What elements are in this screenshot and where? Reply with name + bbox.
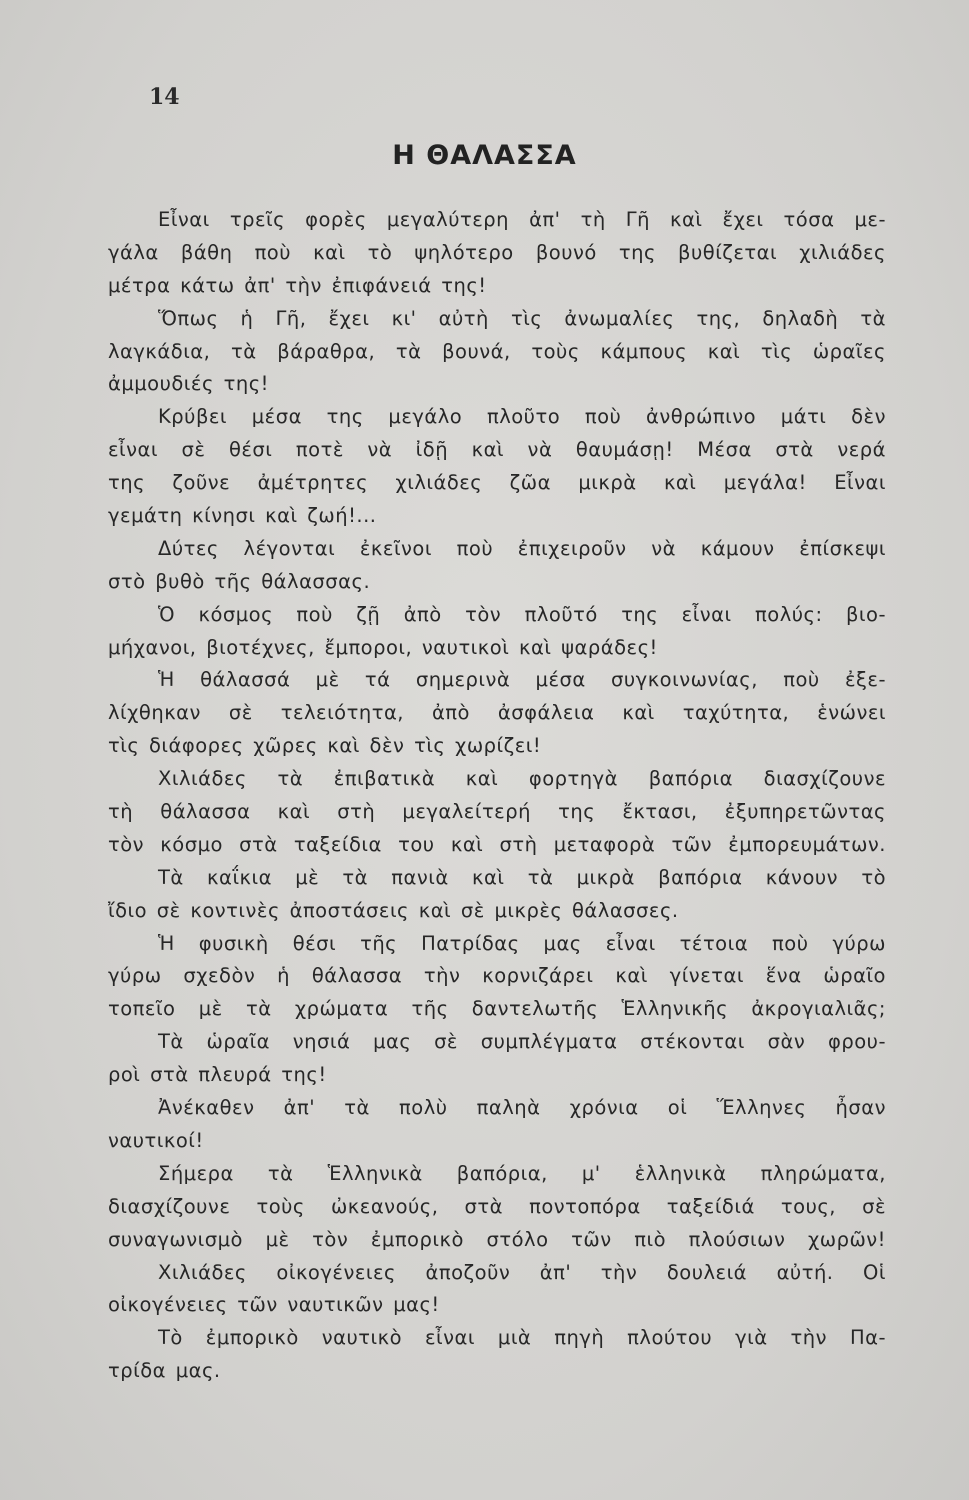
chapter-title: Η ΘΑΛΑΣΣΑ <box>392 140 577 171</box>
text-line: γεμάτη κίνησι καὶ ζωή!... <box>108 504 377 528</box>
text-line: τοπεῖο μὲ τὰ χρώματα τῆς δαντελωτῆς Ἑλληνικῆς ἀκρογιαλιᾶς; <box>108 997 886 1021</box>
text-line: λαγκάδια, τὰ βάραθρα, τὰ βουνά, τοὺς κάμπους καὶ τὶς ὡραῖες <box>108 339 886 363</box>
text-line: συναγωνισμὸ μὲ τὸν ἐμπορικὸ στόλο τῶν πιὸ πλούσιων χωρῶν! <box>108 1227 886 1251</box>
text-line: της ζοῦνε ἀμέτρητες χιλιάδες ζῶα μικρὰ καὶ μεγάλα! Εἶναι <box>108 471 886 495</box>
text-line: Ὁ κόσμος ποὺ ζῇ ἀπὸ τὸν πλοῦτό της εἶναι πολύς: βιο- <box>158 602 886 626</box>
text-line: ἴδιο σὲ κοντινὲς ἀποστάσεις καὶ σὲ μικρὲς θάλασσες. <box>108 898 679 922</box>
page-number: 14 <box>149 84 180 110</box>
text-line: γάλα βάθη ποὺ καὶ τὸ ψηλότερο βουνό της βυθίζεται χιλιάδες <box>108 240 886 264</box>
text-line: Τὸ ἐμπορικὸ ναυτικὸ εἶναι μιὰ πηγὴ πλούτου γιὰ τὴν Πα- <box>158 1326 886 1350</box>
text-line: οἰκογένειες τῶν ναυτικῶν μας! <box>108 1293 440 1317</box>
text-line: στὸ βυθὸ τῆς θάλασσας. <box>108 569 371 593</box>
text-line: διασχίζουνε τοὺς ὠκεανούς, στὰ ποντοπόρα ταξείδιά τους, σὲ <box>108 1194 886 1218</box>
text-line: μέτρα κάτω ἀπ' τὴν ἐπιφάνειά της! <box>108 273 487 297</box>
text-line: γύρω σχεδὸν ἡ θάλασσα τὴν κορνιζάρει καὶ γίνεται ἕνα ὡραῖο <box>108 964 886 988</box>
text-line: Ἡ φυσικὴ θέσι τῆς Πατρίδας μας εἶναι τέτοια ποὺ γύρω <box>158 931 886 955</box>
text-line: ἀμμουδιές της! <box>108 372 269 396</box>
text-line: Εἶναι τρεῖς φορὲς μεγαλύτερη ἀπ' τὴ Γῆ καὶ ἔχει τόσα με- <box>158 208 886 231</box>
text-line: Κρύβει μέσα της μεγάλο πλοῦτο ποὺ ἀνθρώπινο μάτι δὲν <box>158 405 886 429</box>
text-line: Τὰ καΐκια μὲ τὰ πανιὰ καὶ τὰ μικρὰ βαπόρια κάνουν τὸ <box>158 865 886 889</box>
text-line: λίχθηκαν σὲ τελειότητα, ἀπὸ ἀσφάλεια καὶ ταχύτητα, ἑνώνει <box>108 701 886 725</box>
text-line: ροὶ στὰ πλευρά της! <box>108 1063 327 1087</box>
text-line: μήχανοι, βιοτέχνες, ἔμποροι, ναυτικοὶ καὶ ψαράδες! <box>108 635 658 659</box>
text-line: Τὰ ὡραῖα νησιά μας σὲ συμπλέγματα στέκονται σὰν φρου- <box>158 1030 886 1054</box>
text-line: Ἡ θάλασσά μὲ τά σημερινὰ μέσα συγκοινωνίας, ποὺ ἐξε- <box>158 668 886 692</box>
text-line: Ὅπως ἡ Γῆ, ἔχει κι' αὐτὴ τὶς ἀνωμαλίες της, δηλαδὴ τὰ <box>158 306 886 330</box>
text-line: τὶς διάφορες χῶρες καὶ δὲν τὶς χωρίζει! <box>108 734 542 758</box>
text-line: Δύτες λέγονται ἐκεῖνοι ποὺ ἐπιχειροῦν νὰ κάμουν ἐπίσκεψι <box>158 536 886 560</box>
text-line: εἶναι σὲ θέσι ποτὲ νὰ ἰδῇ καὶ νὰ θαυμάσῃ! Μέσα στὰ νερά <box>108 438 886 462</box>
text-line: Ἀνέκαθεν ἀπ' τὰ πολὺ παληὰ χρόνια οἱ Ἕλληνες ἦσαν <box>158 1096 886 1120</box>
text-line: τὴ θάλασσα καὶ στὴ μεγαλείτερή της ἔκτασι, ἐξυπηρετῶντας <box>108 800 886 824</box>
text-line: Χιλιάδες τὰ ἐπιβατικὰ καὶ φορτηγὰ βαπόρια διασχίζουνε <box>158 767 886 791</box>
text-line: Σήμερα τὰ Ἑλληνικὰ βαπόρια, μ' ἑλληνικὰ πληρώματα, <box>158 1161 886 1185</box>
text-line: τρίδα μας. <box>108 1359 221 1383</box>
text-line: ναυτικοί! <box>108 1128 204 1152</box>
text-line: τὸν κόσμο στὰ ταξείδια του καὶ στὴ μεταφορὰ τῶν ἐμπορευμάτων. <box>108 832 886 856</box>
body-text <box>108 204 886 1388</box>
text-line: Χιλιάδες οἰκογένειες ἀποζοῦν ἀπ' τὴν δουλειά αὐτή. Οἱ <box>158 1260 886 1284</box>
